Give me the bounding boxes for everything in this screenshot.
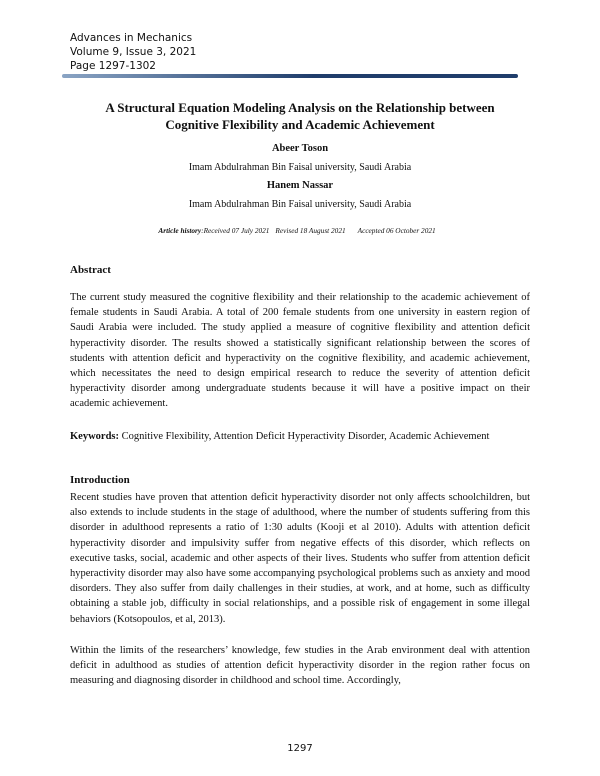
title-line-1: A Structural Equation Modeling Analysis on the Relationship between <box>105 100 495 115</box>
introduction-heading: Introduction <box>70 474 130 486</box>
journal-header <box>70 31 196 73</box>
author-affiliation-1: Imam Abdulrahman Bin Faisal university, Saudi Arabia <box>188 162 412 173</box>
header-divider <box>62 74 518 78</box>
title-line-2: Cognitive Flexibility and Academic Achievement <box>165 117 435 132</box>
keywords <box>70 429 530 444</box>
introduction-paragraph-2: Within the limits of the researchers’ knowledge, few studies in the Arab environment deal with attention deficit in adulthood as studies of attention deficit hyperactivity disorder in the region rather focus on measuring and diagnosing disorder in childhood and school time. Accordingly, <box>70 645 530 687</box>
introduction-paragraph-1: Recent studies have proven that attention deficit hyperactivity disorder not only affects schoolchildren, but also extends to include students in the stage of adulthood, where the number of students suffering from this disorder in adulthood represents a ratio of 1:30 adults (Kooji et al 2010). Adults with attention deficit hyperactivity disorder and impulsivity suffer from negative effects of this disorder, which reflects on executive tasks, social, academic and other aspects of their lives. Students who suffer from attention deficit hyperactivity disorder may also have some accompanying psychological problems such as anxiety and mood disorders. They also suffer from daily challenges in their studies, at work, and at home, such as difficulty obtaining a stable job, difficulty in social relationships, and a possible risk of engagement in some illegal behaviors (Kotsopoulos, et al, 2013). <box>70 492 530 625</box>
keywords-text: Cognitive Flexibility, Attention Deficit Hyperactivity Disorder, Academic Achievement <box>121 431 490 442</box>
paper-title <box>60 99 540 133</box>
article-history <box>0 226 600 235</box>
author-name-2: Hanem Nassar <box>266 180 334 191</box>
page-number: 1297 <box>287 743 313 754</box>
author-affiliation-2: Imam Abdulrahman Bin Faisal university, Saudi Arabia <box>188 199 412 210</box>
history-revised: Revised 18 August 2021 <box>275 226 346 235</box>
history-accepted: Accepted 06 October 2021 <box>357 226 436 235</box>
abstract-text: The current study measured the cognitive flexibility and their relationship to the academic achievement of female students in Saudi Arabia. A total of 200 female students from one university in eastern region of Saudi Arabia were included. The study applied a measure of cognitive flexibility and attention deficit hyperactivity disorder. The results showed a statistically significant relationship between the scores of students with attention deficit and hyperactivity on the cognitive flexibility, and academic achievement, which necessitates the need to design empirical research to reduce the severity of attention deficit hyperactivity disorder among undergraduate students because it will have a positive impact on their academic achievement. <box>70 292 530 410</box>
journal-name: Advances in Mechanics <box>70 32 193 44</box>
keywords-label: Keywords: <box>70 431 119 442</box>
journal-volume: Volume 9, Issue 3, 2021 <box>70 46 197 58</box>
history-received: :Received 07 July 2021 <box>201 226 270 235</box>
abstract-heading: Abstract <box>70 264 111 276</box>
history-label: Article history <box>158 226 202 235</box>
author-name-1: Abeer Toson <box>271 143 329 154</box>
journal-pages: Page 1297-1302 <box>70 60 156 72</box>
